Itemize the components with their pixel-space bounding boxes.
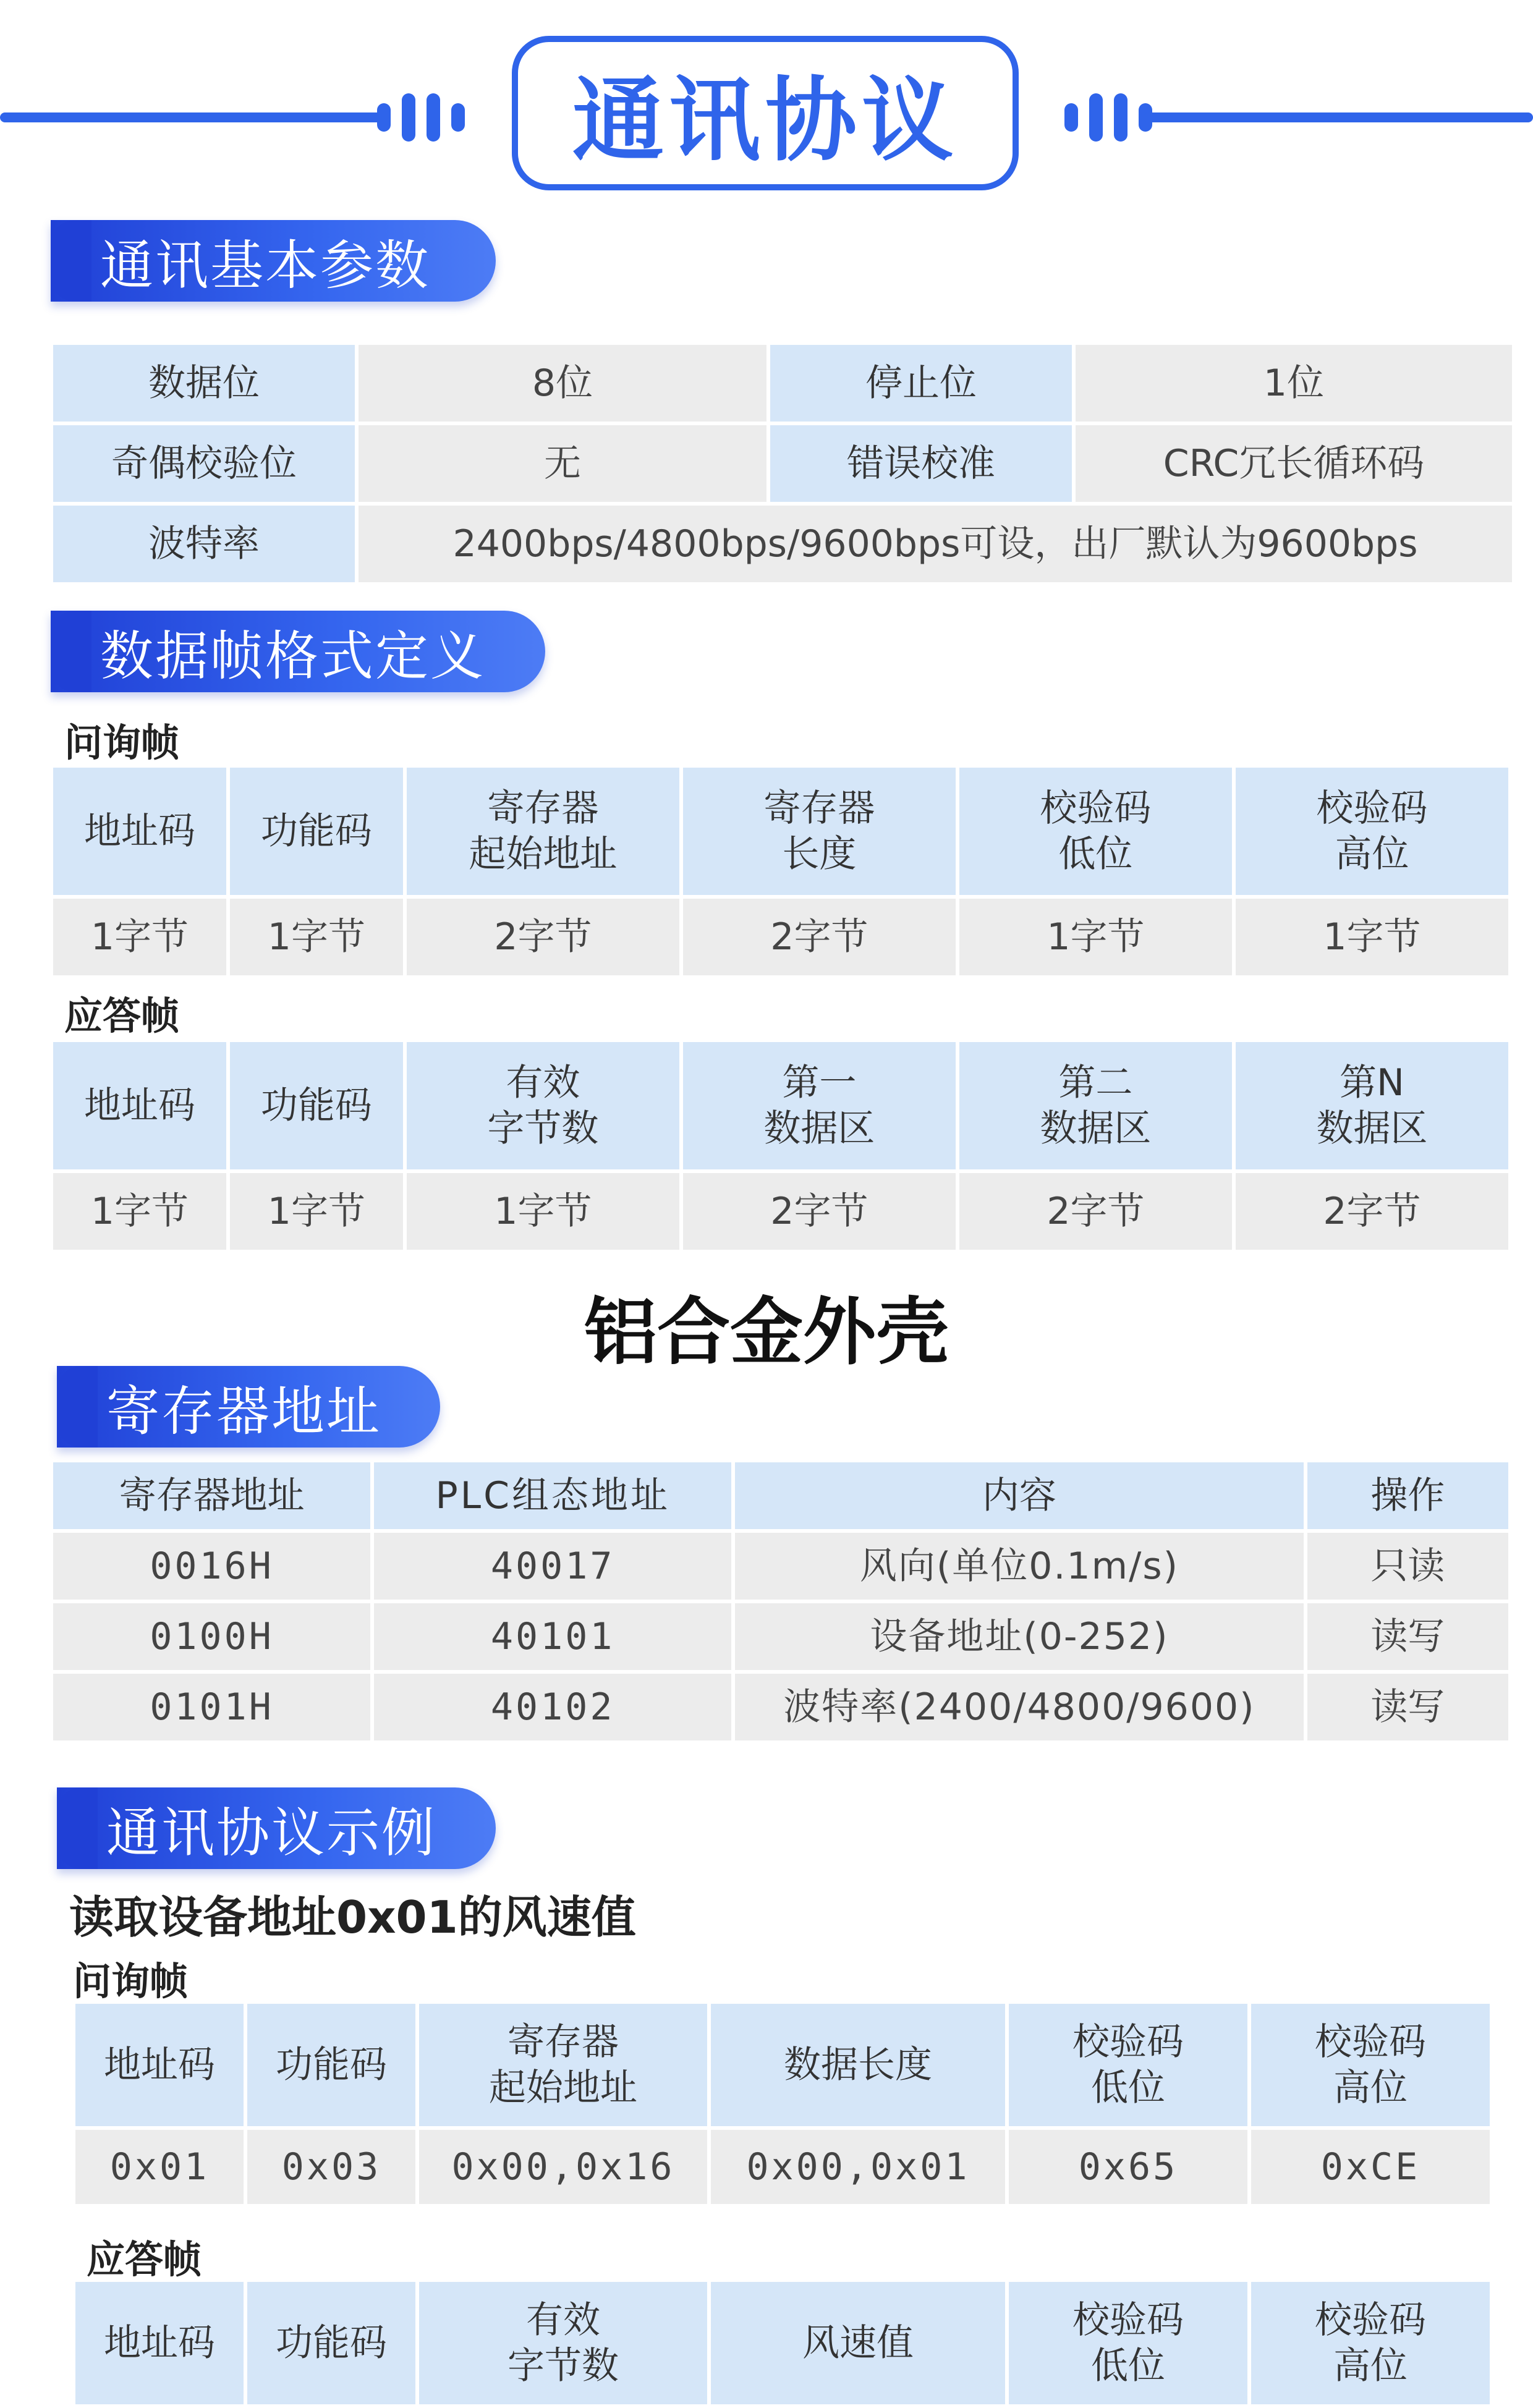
title-rule-left [0, 112, 383, 122]
fr-h-2: 有效 字节数 [407, 1042, 679, 1169]
er-h-1: 功能码 [247, 2282, 415, 2404]
register-table [49, 1459, 1512, 1744]
title-bars-right [1064, 91, 1152, 143]
fq-v-1: 1字节 [230, 899, 403, 975]
cell-parity-value: 无 [359, 425, 766, 502]
section-example-pill [57, 1787, 496, 1869]
fq-v-4: 1字节 [959, 899, 1232, 975]
eq-v-2: 0x00,0x16 [419, 2130, 707, 2204]
fq-h-4: 校验码 低位 [959, 768, 1232, 895]
reg-r0-c2: 风向(单位0.1m/s) [735, 1533, 1303, 1600]
er-h-3: 风速值 [711, 2282, 1005, 2404]
er-h-0: 地址码 [75, 2282, 244, 2404]
cell-baud-value: 2400bps/4800bps/9600bps可设，出厂默认为9600bps [359, 506, 1512, 582]
example-heading: 读取设备地址0x01的风速值 [69, 1891, 636, 1943]
fr-h-0: 地址码 [53, 1042, 226, 1169]
fq-h-0: 地址码 [53, 768, 226, 895]
eq-h-0: 地址码 [75, 2004, 244, 2126]
reg-h-3: 操作 [1307, 1462, 1508, 1529]
fq-v-5: 1字节 [1236, 899, 1508, 975]
eq-h-1: 功能码 [247, 2004, 415, 2126]
reg-r0-c3: 只读 [1307, 1533, 1508, 1600]
reg-r1-c3: 读写 [1307, 1603, 1508, 1670]
section-basic-title: 通讯基本参数 [100, 235, 430, 297]
reg-r2-c2: 波特率(2400/4800/9600) [735, 1674, 1303, 1740]
reg-r0-c1: 40017 [374, 1533, 731, 1600]
fr-v-3: 2字节 [683, 1173, 956, 1250]
cell-stop-bits-value: 1位 [1076, 345, 1512, 422]
reg-h-0: 寄存器地址 [53, 1462, 370, 1529]
shell-caption: 铝合金外壳 [584, 1289, 949, 1375]
example-query-label: 问询帧 [73, 1959, 189, 2004]
cell-error-check-label: 错误校准 [770, 425, 1072, 502]
fr-v-4: 2字节 [959, 1173, 1232, 1250]
page-title: 通讯协议 [572, 67, 958, 174]
frame-query-label: 问询帧 [64, 720, 180, 765]
fr-v-1: 1字节 [230, 1173, 403, 1250]
eq-v-1: 0x03 [247, 2130, 415, 2204]
reg-r2-c1: 40102 [374, 1674, 731, 1740]
fq-h-2: 寄存器 起始地址 [407, 768, 679, 895]
example-reply-label: 应答帧 [87, 2237, 202, 2282]
cell-data-bits-value: 8位 [359, 345, 766, 422]
reg-r1-c0: 0100H [53, 1603, 370, 1670]
fr-v-2: 1字节 [407, 1173, 679, 1250]
eq-v-0: 0x01 [75, 2130, 244, 2204]
reg-r2-c3: 读写 [1307, 1674, 1508, 1740]
cell-error-check-value: CRC冗长循环码 [1076, 425, 1512, 502]
reg-h-2: 内容 [735, 1462, 1303, 1529]
frame-reply-table [49, 1038, 1512, 1253]
fq-v-2: 2字节 [407, 899, 679, 975]
title-rule-right [1144, 112, 1533, 122]
frame-query-table [49, 764, 1512, 979]
eq-h-4: 校验码 低位 [1009, 2004, 1247, 2126]
fq-h-3: 寄存器 长度 [683, 768, 956, 895]
section-frame-pill [51, 611, 545, 692]
fq-v-3: 2字节 [683, 899, 956, 975]
cell-stop-bits-label: 停止位 [770, 345, 1072, 422]
cell-baud-label: 波特率 [53, 506, 355, 582]
reg-r2-c0: 0101H [53, 1674, 370, 1740]
title-bars-left [377, 91, 465, 143]
frame-reply-label: 应答帧 [64, 993, 180, 1038]
eq-v-4: 0x65 [1009, 2130, 1247, 2204]
er-h-4: 校验码 低位 [1009, 2282, 1247, 2404]
page-title-frame [512, 36, 1019, 190]
section-register-pill [57, 1366, 440, 1448]
fr-v-0: 1字节 [53, 1173, 226, 1250]
er-h-5: 校验码 高位 [1251, 2282, 1490, 2404]
eq-v-3: 0x00,0x01 [711, 2130, 1005, 2204]
fr-h-3: 第一 数据区 [683, 1042, 956, 1169]
reg-h-1: PLC组态地址 [374, 1462, 731, 1529]
section-basic-pill [51, 220, 496, 302]
section-frame-title: 数据帧格式定义 [100, 625, 485, 687]
er-h-2: 有效 字节数 [419, 2282, 707, 2404]
eq-h-5: 校验码 高位 [1251, 2004, 1490, 2126]
eq-v-5: 0xCE [1251, 2130, 1490, 2204]
fr-v-5: 2字节 [1236, 1173, 1508, 1250]
fq-v-0: 1字节 [53, 899, 226, 975]
fq-h-5: 校验码 高位 [1236, 768, 1508, 895]
eq-h-3: 数据长度 [711, 2004, 1005, 2126]
fq-h-1: 功能码 [230, 768, 403, 895]
eq-h-2: 寄存器 起始地址 [419, 2004, 707, 2126]
basic-params-table [49, 341, 1516, 586]
cell-data-bits-label: 数据位 [53, 345, 355, 422]
cell-parity-label: 奇偶校验位 [53, 425, 355, 502]
section-example-title: 通讯协议示例 [106, 1802, 436, 1864]
fr-h-5: 第N 数据区 [1236, 1042, 1508, 1169]
fr-h-1: 功能码 [230, 1042, 403, 1169]
example-query-table [72, 2000, 1493, 2208]
example-reply-table [72, 2278, 1493, 2408]
reg-r1-c1: 40101 [374, 1603, 731, 1670]
reg-r0-c0: 0016H [53, 1533, 370, 1600]
fr-h-4: 第二 数据区 [959, 1042, 1232, 1169]
reg-r1-c2: 设备地址(0-252) [735, 1603, 1303, 1670]
section-register-title: 寄存器地址 [106, 1381, 381, 1443]
